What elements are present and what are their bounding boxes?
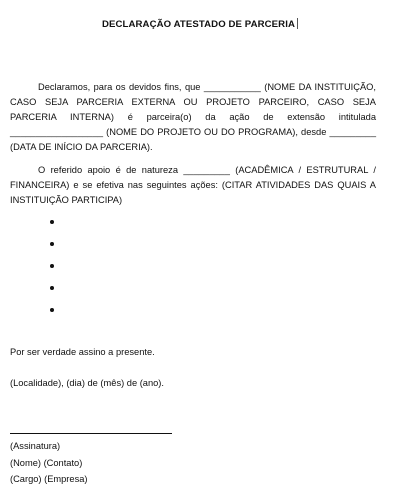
closing-statement: Por ser verdade assino a presente. xyxy=(10,347,155,357)
text-cursor xyxy=(297,18,298,29)
signature-line xyxy=(10,433,172,434)
name-contact-label: (Nome) (Contato) xyxy=(10,458,83,468)
title-text: DECLARAÇÃO ATESTADO DE PARCERIA xyxy=(101,19,296,30)
document-title xyxy=(0,17,400,32)
role-company-label: (Cargo) (Empresa) xyxy=(10,474,88,484)
support-paragraph: O referido apoio é de natureza _________ (ACADÊMICA / ESTRUTURAL / FINANCEIRA) e se efetiva nas seguintes ações: (CITAR ATIVIDADES DAS QUAIS A INSTITUIÇÃO PARTICIPA) xyxy=(10,165,376,205)
declaration-paragraph: Declaramos, para os devidos fins, que ___________ (NOME DA INSTITUIÇÃO, CASO SEJA PARCERIA EXTERNA OU PROJETO PARCEIRO, CASO SEJA PARCERIA INTERNA) é parceira(o) da ação de extensão intitulada __________________ (NOME DO PROJETO OU DO PROGRAMA), desde _________ (DATA DE INÍCIO DA PARCERIA). xyxy=(10,82,376,152)
place-date-line: (Localidade), (dia) de (mês) de (ano). xyxy=(10,378,164,388)
signature-label: (Assinatura) xyxy=(10,441,61,451)
